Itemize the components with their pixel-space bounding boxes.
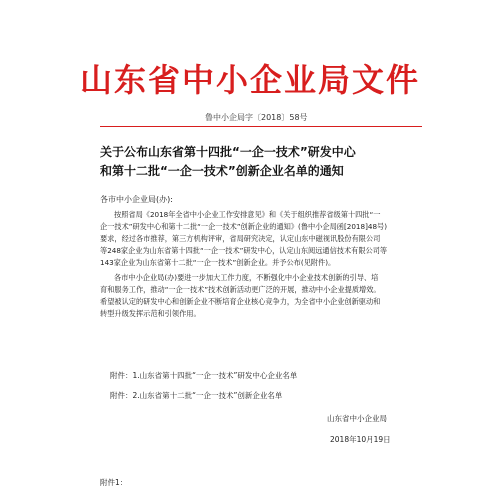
- body-line: 要求，经过各市推荐，第三方机构评审，省局研究决定，认定山东中磁视讯股份有限公司: [100, 234, 381, 243]
- attachment-item-2: 附件：2.山东省第十二批“一企一技术”创新企业名单: [110, 391, 283, 400]
- attachment-heading: 附件1：: [100, 478, 128, 487]
- body-line: 育和服务工作，推动“一企一技术”技术创新活动更广泛的开展，推动中小企业提质增效。: [100, 285, 381, 294]
- body-paragraph-2: [100, 272, 400, 320]
- notice-title: [100, 143, 400, 181]
- document-number: 鲁中小企局字〔2018〕58号: [205, 113, 308, 122]
- body-line: 转型升级发挥示范和引领作用。: [100, 309, 201, 318]
- salutation: 各市中小企业局(办):: [100, 195, 173, 204]
- body-line: 企一技术”研发中心和第十二批“一企一技术”创新企业的通知》(鲁中小企局函[2018]48号): [100, 222, 388, 231]
- masthead-title: 山东省中小企业局文件: [79, 61, 420, 99]
- body-line: 143家企业为山东省第十二批“一企一技术”创新企业。并予公布(见附件)。: [100, 258, 336, 267]
- body-line: 等248家企业为山东省第十四批“一企一技术”研发中心，认定山东阅远通信技术有限公司等: [100, 246, 388, 255]
- notice-title-line: 关于公布山东省第十四批“一企一技术”研发中心: [100, 145, 356, 159]
- signing-organization: 山东省中小企业局: [327, 414, 387, 423]
- red-divider-line: [100, 126, 422, 127]
- issue-date: 2018年10月19日: [330, 435, 391, 444]
- body-line: 各市中小企业局(办)要进一步加大工作力度，不断强化中小企业技术创新的引导、培: [114, 273, 379, 282]
- body-line: 按照省局《2018年全省中小企业工作安排意见》和《关于组织推荐省级第十四批“一: [114, 210, 381, 219]
- notice-title-line: 和第十二批“一企一技术”创新企业名单的通知: [100, 164, 344, 178]
- attachment-item-1: 附件：1.山东省第十四批“一企一技术”研发中心企业名单: [110, 371, 298, 380]
- body-paragraph-1: [100, 209, 400, 269]
- body-line: 希望被认定的研发中心和创新企业不断培育企业核心竞争力，为全省中小企业创新驱动和: [100, 297, 381, 306]
